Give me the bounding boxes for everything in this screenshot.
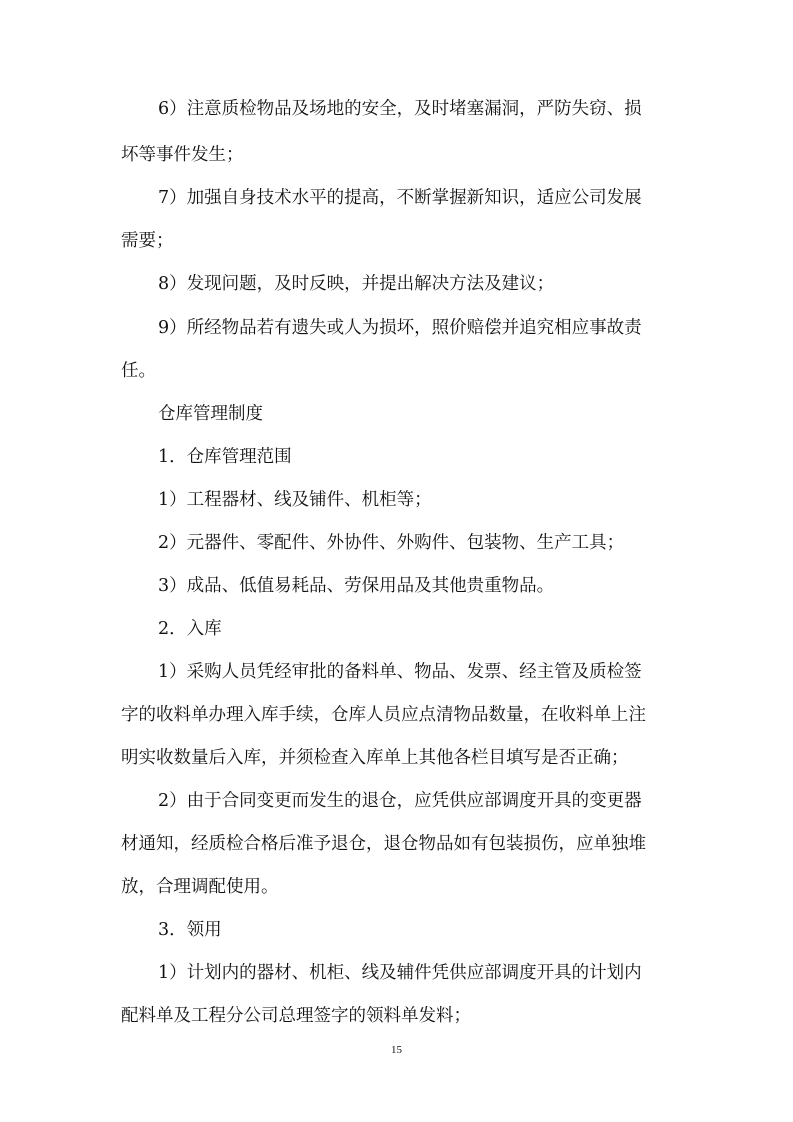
text-line: 放，合理调配使用。 (121, 877, 279, 897)
text-line: 任。 (121, 361, 156, 381)
section-heading: 仓库管理制度 (158, 404, 263, 424)
text-line: 1）采购人员凭经审批的备料单、物品、发票、经主管及质检签 (158, 662, 642, 682)
text-line: 配料单及工程分公司总理签字的领料单发料； (121, 1006, 471, 1026)
text-line: 坏等事件发生； (121, 145, 244, 165)
subsection-heading: 3．领用 (158, 920, 222, 940)
text-line: 明实收数量后入库，并须检查入库单上其他各栏目填写是否正确； (121, 748, 629, 768)
text-line: 8）发现问题，及时反映，并提出解决方法及建议； (158, 274, 555, 294)
text-line: 需要； (121, 231, 174, 251)
text-line: 2）由于合同变更而发生的退仓，应凭供应部调度开具的变更器 (158, 791, 642, 811)
text-line: 7）加强自身技术水平的提高，不断掌握新知识，适应公司发展 (158, 188, 642, 208)
text-line: 1）工程器材、线及铺件、机柜等； (158, 490, 432, 510)
text-line: 材通知，经质检合格后准予退仓，退仓物品如有包装损伤，应单独堆 (121, 834, 646, 854)
text-line: 字的收料单办理入库手续，仓库人员应点清物品数量，在收料单上注 (121, 705, 646, 725)
text-line: 1）计划内的器材、机柜、线及辅件凭供应部调度开具的计划内 (158, 963, 642, 983)
page-number: 15 (391, 1044, 402, 1056)
subsection-heading: 2．入库 (158, 619, 222, 639)
text-line: 3）成品、低值易耗品、劳保用品及其他贵重物品。 (158, 576, 555, 596)
text-line: 2）元器件、零配件、外协件、外购件、包装物、生产工具； (158, 533, 625, 553)
text-line: 9）所经物品若有遗失或人为损坏，照价赔偿并追究相应事故责 (158, 318, 642, 338)
text-line: 6）注意质检物品及场地的安全，及时堵塞漏洞，严防失窃、损 (158, 99, 642, 119)
subsection-heading: 1．仓库管理范围 (158, 447, 292, 467)
